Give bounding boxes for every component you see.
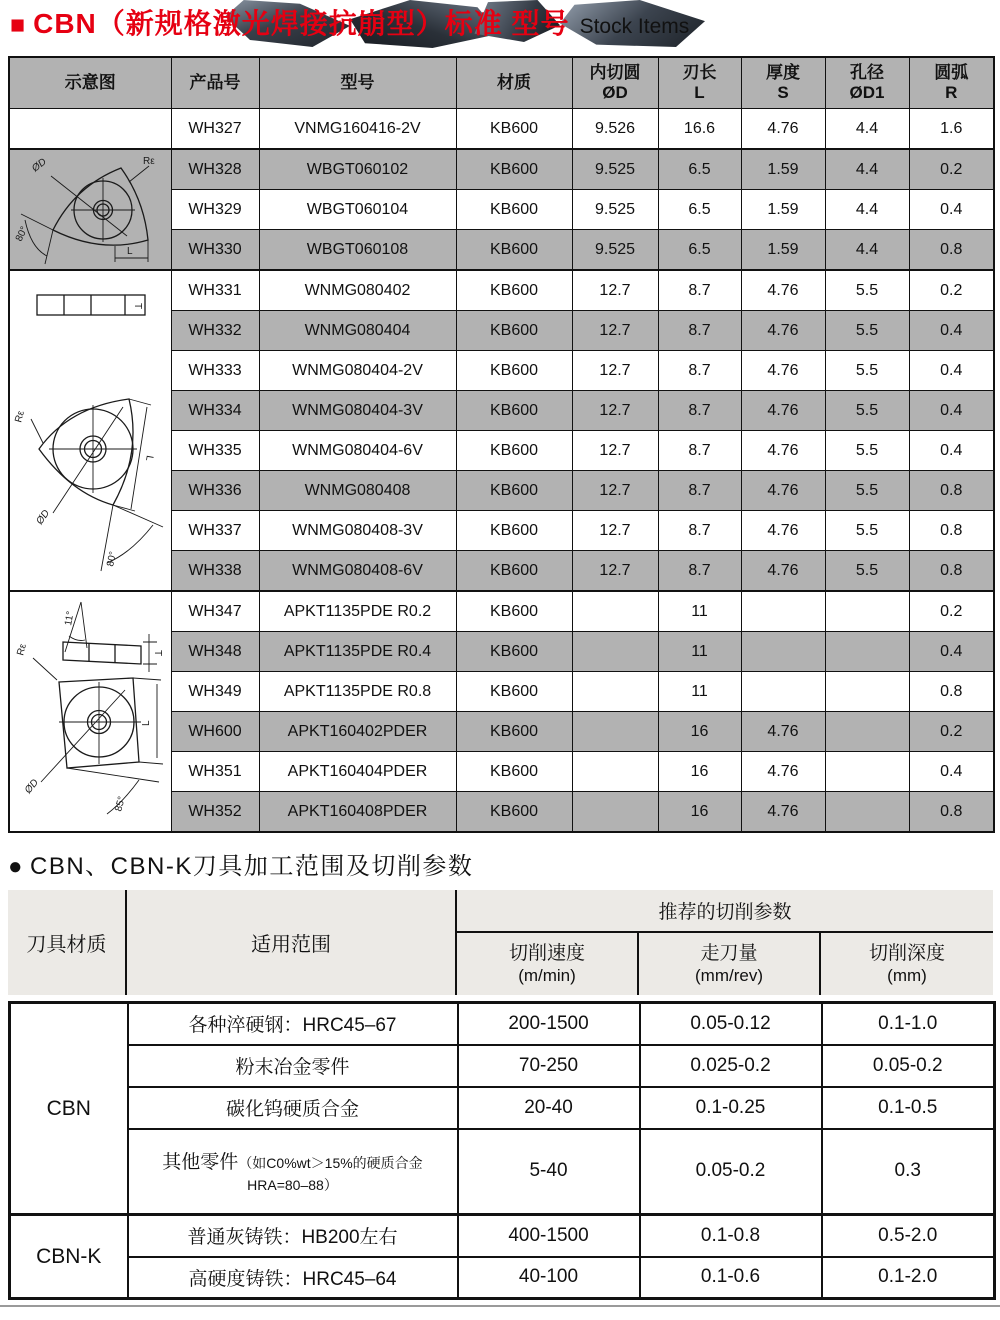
r-cell: 0.8 xyxy=(909,672,994,712)
cutting-speed-cell: 200-1500 xyxy=(458,1003,640,1045)
material-cell: KB600 xyxy=(456,471,572,511)
table-row xyxy=(10,1003,995,1045)
application-range-cell xyxy=(128,1003,458,1045)
column-header xyxy=(572,57,658,109)
header-depth-unit: (mm) xyxy=(887,966,927,986)
column-header-line1: 示意图 xyxy=(64,72,116,92)
s-cell xyxy=(741,672,825,712)
r-cell: 0.4 xyxy=(909,190,994,230)
r-cell: 0.2 xyxy=(909,712,994,752)
title-subtitle: Stock Items xyxy=(579,15,690,38)
material-cell: KB600 xyxy=(456,230,572,271)
s-cell: 4.76 xyxy=(741,109,825,150)
cutting-depth-cell: 0.5-2.0 xyxy=(822,1215,995,1257)
range-text: 各种淬硬钢：HRC45–67 xyxy=(188,1015,397,1037)
column-header xyxy=(741,57,825,109)
s-cell: 4.76 xyxy=(741,551,825,592)
column-header xyxy=(456,57,572,109)
feed-cell: 0.05-0.2 xyxy=(640,1129,822,1215)
feed-cell: 0.1-0.8 xyxy=(640,1215,822,1257)
s-cell: 4.76 xyxy=(741,792,825,833)
product-cell: WH329 xyxy=(171,190,259,230)
l-cell: 16.6 xyxy=(658,109,741,150)
material-cell: KB600 xyxy=(456,672,572,712)
header-cutting-speed-unit: (m/min) xyxy=(518,966,576,986)
header-row xyxy=(8,890,993,932)
l-cell: 16 xyxy=(658,752,741,792)
title-text: CBN（新规格激光焊接抗崩型）标准 型号 xyxy=(33,8,570,39)
product-cell: WH347 xyxy=(171,591,259,632)
product-cell: WH351 xyxy=(171,752,259,792)
l-cell: 8.7 xyxy=(658,311,741,351)
header-depth-label: 切削深度 xyxy=(868,942,945,964)
model-cell: WNMG080404-6V xyxy=(259,431,456,471)
range-text: 碳化钨硬质合金 xyxy=(225,1099,359,1120)
label-thickness: T xyxy=(132,302,144,309)
application-range-cell xyxy=(128,1129,458,1215)
l-cell: 11 xyxy=(658,672,741,712)
d-cell: 9.525 xyxy=(572,230,658,271)
l-cell: 8.7 xyxy=(658,511,741,551)
r-cell: 0.4 xyxy=(909,752,994,792)
feed-cell: 0.05-0.12 xyxy=(640,1003,822,1045)
d-cell xyxy=(572,792,658,833)
material-cell: KB600 xyxy=(456,190,572,230)
l-cell: 6.5 xyxy=(658,190,741,230)
l-cell: 16 xyxy=(658,792,741,833)
s-cell: 4.76 xyxy=(741,391,825,431)
range-text: 其他零件 xyxy=(162,1151,239,1173)
material-cell: KB600 xyxy=(456,149,572,190)
header-tool-material: 刀具材质 xyxy=(8,890,126,995)
label-edge-length: L xyxy=(141,719,153,726)
l-cell: 8.7 xyxy=(658,391,741,431)
column-header-line1: 刃长 xyxy=(682,62,717,82)
section2-title xyxy=(8,846,1000,881)
r-cell: 0.2 xyxy=(909,149,994,190)
s-cell: 1.59 xyxy=(741,190,825,230)
cutting-speed-cell: 5-40 xyxy=(458,1129,640,1215)
s-cell: 4.76 xyxy=(741,431,825,471)
d-cell: 9.526 xyxy=(572,109,658,150)
column-header-line1: 内切圆 xyxy=(589,62,641,82)
model-cell: WNMG080402 xyxy=(259,270,456,311)
application-range-cell xyxy=(128,1045,458,1087)
column-header-line1: 圆弧 xyxy=(934,62,969,82)
wbgt-insert-diagram-cell xyxy=(9,149,171,270)
application-range-cell xyxy=(128,1215,458,1257)
column-header xyxy=(171,57,259,109)
label-angle: 85° xyxy=(113,794,129,813)
d1-cell xyxy=(825,591,909,632)
column-header xyxy=(658,57,741,109)
s-cell xyxy=(741,591,825,632)
d1-cell: 5.5 xyxy=(825,511,909,551)
column-header-line2: R xyxy=(945,83,958,102)
product-cell: WH331 xyxy=(171,270,259,311)
d-cell: 12.7 xyxy=(572,551,658,592)
stock-items-table xyxy=(8,56,995,833)
d1-cell: 5.5 xyxy=(825,270,909,311)
d1-cell: 4.4 xyxy=(825,230,909,271)
column-header-line1: 材质 xyxy=(497,72,531,92)
product-cell: WH334 xyxy=(171,391,259,431)
d-cell: 9.525 xyxy=(572,149,658,190)
cutting-speed-cell: 40-100 xyxy=(458,1257,640,1299)
table-row xyxy=(10,1129,995,1215)
d1-cell: 4.4 xyxy=(825,190,909,230)
d1-cell: 5.5 xyxy=(825,471,909,511)
model-cell: VNMG160416-2V xyxy=(259,109,456,150)
feed-cell: 0.025-0.2 xyxy=(640,1045,822,1087)
l-cell: 6.5 xyxy=(658,149,741,190)
d-cell: 9.525 xyxy=(572,190,658,230)
apkt-insert-diagram-cell xyxy=(9,591,171,832)
wbgt-insert-diagram xyxy=(11,152,169,268)
s-cell: 4.76 xyxy=(741,511,825,551)
material-cell: KB600 xyxy=(456,109,572,150)
page-header xyxy=(0,0,1000,50)
label-angle: 80° xyxy=(14,224,31,243)
r-cell: 0.2 xyxy=(909,591,994,632)
r-cell: 0.2 xyxy=(909,270,994,311)
product-cell: WH336 xyxy=(171,471,259,511)
d-cell: 12.7 xyxy=(572,270,658,311)
cutting-speed-cell: 70-250 xyxy=(458,1045,640,1087)
material-cell: KB600 xyxy=(456,311,572,351)
label-edge-length: L xyxy=(127,245,133,257)
r-cell: 1.6 xyxy=(909,109,994,150)
label-corner-radius: Rε xyxy=(15,642,30,657)
cutting-speed-cell: 400-1500 xyxy=(458,1215,640,1257)
cutting-depth-cell: 0.1-0.5 xyxy=(822,1087,995,1129)
header-row xyxy=(9,57,994,109)
column-header-line2: ØD1 xyxy=(849,83,885,102)
model-cell: APKT160402PDER xyxy=(259,712,456,752)
material-cell: KB600 xyxy=(456,391,572,431)
header-feed-unit: (mm/rev) xyxy=(695,966,763,986)
range-note: （如C0%wt＞15%的硬质合金HRA=80–88） xyxy=(238,1154,423,1193)
d-cell: 12.7 xyxy=(572,311,658,351)
material-cell: KB600 xyxy=(456,551,572,592)
l-cell: 16 xyxy=(658,712,741,752)
column-header xyxy=(909,57,994,109)
feed-cell: 0.1-0.6 xyxy=(640,1257,822,1299)
label-corner-radius: Rε xyxy=(143,155,155,167)
table-row xyxy=(9,149,994,190)
model-cell: APKT1135PDE R0.8 xyxy=(259,672,456,712)
material-cell: KB600 xyxy=(456,712,572,752)
material-cell: KB600 xyxy=(456,431,572,471)
d1-cell: 4.4 xyxy=(825,149,909,190)
d-cell: 12.7 xyxy=(572,351,658,391)
model-cell: WNMG080408-6V xyxy=(259,551,456,592)
stock-table-header xyxy=(9,57,994,109)
header-cutting-speed-label: 切削速度 xyxy=(508,942,585,964)
r-cell: 0.4 xyxy=(909,351,994,391)
l-cell: 8.7 xyxy=(658,351,741,391)
column-header-line2: ØD xyxy=(602,83,628,102)
r-cell: 0.8 xyxy=(909,792,994,833)
s-cell: 1.59 xyxy=(741,230,825,271)
model-cell: WBGT060102 xyxy=(259,149,456,190)
d1-cell: 5.5 xyxy=(825,551,909,592)
column-header-line2: L xyxy=(694,83,705,102)
product-cell: WH333 xyxy=(171,351,259,391)
label-thickness: T xyxy=(152,649,164,656)
section2-text: CBN、CBN-K刀具加工范围及切削参数 xyxy=(30,853,474,880)
cutting-speed-cell: 20-40 xyxy=(458,1087,640,1129)
d1-cell xyxy=(825,632,909,672)
d-cell xyxy=(572,672,658,712)
model-cell: WNMG080404 xyxy=(259,311,456,351)
r-cell: 0.4 xyxy=(909,431,994,471)
s-cell: 4.76 xyxy=(741,471,825,511)
d-cell xyxy=(572,752,658,792)
r-cell: 0.8 xyxy=(909,551,994,592)
model-cell: APKT160404PDER xyxy=(259,752,456,792)
cutting-depth-cell: 0.05-0.2 xyxy=(822,1045,995,1087)
model-cell: WBGT060108 xyxy=(259,230,456,271)
model-cell: APKT1135PDE R0.4 xyxy=(259,632,456,672)
product-cell: WH337 xyxy=(171,511,259,551)
product-cell: WH349 xyxy=(171,672,259,712)
material-cell: KB600 xyxy=(456,351,572,391)
r-cell: 0.4 xyxy=(909,311,994,351)
d-cell: 12.7 xyxy=(572,391,658,431)
column-header xyxy=(825,57,909,109)
table-row xyxy=(10,1087,995,1129)
tool-material-cell: CBN xyxy=(10,1003,128,1215)
table-row xyxy=(10,1215,995,1257)
range-text: 普通灰铸铁：HB200左右 xyxy=(187,1227,398,1249)
material-cell: KB600 xyxy=(456,792,572,833)
title-square-icon: ■ xyxy=(10,11,26,39)
product-cell: WH338 xyxy=(171,551,259,592)
table-row xyxy=(9,270,994,311)
s-cell: 4.76 xyxy=(741,351,825,391)
cutting-depth-cell: 0.3 xyxy=(822,1129,995,1215)
column-header-line1: 型号 xyxy=(340,72,375,92)
d-cell: 12.7 xyxy=(572,431,658,471)
product-cell: WH335 xyxy=(171,431,259,471)
material-cell: KB600 xyxy=(456,632,572,672)
product-cell: WH600 xyxy=(171,712,259,752)
model-cell: APKT1135PDE R0.2 xyxy=(259,591,456,632)
cutting-params-header xyxy=(8,890,993,995)
d1-cell xyxy=(825,752,909,792)
r-cell: 0.8 xyxy=(909,230,994,271)
header-application-range: 适用范围 xyxy=(126,890,456,995)
label-edge-length: L xyxy=(143,453,156,462)
product-cell: WH348 xyxy=(171,632,259,672)
column-header-line2: S xyxy=(777,83,789,102)
d-cell xyxy=(572,712,658,752)
column-header-line1: 产品号 xyxy=(189,72,241,92)
label-inscribed-circle: ØD xyxy=(23,776,42,796)
model-cell: WNMG080404-2V xyxy=(259,351,456,391)
material-cell: KB600 xyxy=(456,752,572,792)
stock-table-body xyxy=(9,109,994,833)
d1-cell xyxy=(825,712,909,752)
apkt-insert-diagram xyxy=(11,594,169,830)
s-cell: 1.59 xyxy=(741,149,825,190)
d-cell xyxy=(572,591,658,632)
table-row xyxy=(9,109,994,150)
feed-cell: 0.1-0.25 xyxy=(640,1087,822,1129)
table-row xyxy=(9,591,994,632)
r-cell: 0.4 xyxy=(909,391,994,431)
l-cell: 6.5 xyxy=(658,230,741,271)
r-cell: 0.8 xyxy=(909,471,994,511)
column-header xyxy=(259,57,456,109)
model-cell: WNMG080408 xyxy=(259,471,456,511)
s-cell: 4.76 xyxy=(741,270,825,311)
tool-material-cell: CBN-K xyxy=(10,1215,128,1299)
l-cell: 8.7 xyxy=(658,431,741,471)
cutting-params-body xyxy=(10,1003,995,1299)
d-cell: 12.7 xyxy=(572,471,658,511)
d1-cell: 5.5 xyxy=(825,311,909,351)
page-title xyxy=(0,0,1000,40)
s-cell xyxy=(741,632,825,672)
cutting-depth-cell: 0.1-1.0 xyxy=(822,1003,995,1045)
cutting-depth-cell: 0.1-2.0 xyxy=(822,1257,995,1299)
l-cell: 11 xyxy=(658,632,741,672)
d1-cell: 5.5 xyxy=(825,391,909,431)
application-range-cell xyxy=(128,1087,458,1129)
label-corner-radius: Rε xyxy=(13,409,28,424)
range-text: 粉末冶金零件 xyxy=(235,1057,350,1078)
header-feed-label: 走刀量 xyxy=(700,942,758,964)
d1-cell: 5.5 xyxy=(825,351,909,391)
d-cell: 12.7 xyxy=(572,511,658,551)
wnmg-insert-diagram-cell xyxy=(9,270,171,591)
product-cell: WH352 xyxy=(171,792,259,833)
diagram-cell-empty xyxy=(9,109,171,150)
section2-bullet-icon: ● xyxy=(8,853,24,880)
product-cell: WH327 xyxy=(171,109,259,150)
cutting-params-table xyxy=(8,1001,996,1300)
product-cell: WH330 xyxy=(171,230,259,271)
bottom-rule xyxy=(0,1305,1000,1307)
s-cell: 4.76 xyxy=(741,311,825,351)
l-cell: 8.7 xyxy=(658,270,741,311)
product-cell: WH332 xyxy=(171,311,259,351)
wnmg-insert-diagram xyxy=(11,273,169,589)
l-cell: 8.7 xyxy=(658,551,741,592)
header-depth xyxy=(820,932,993,995)
label-inscribed-circle: ØD xyxy=(34,507,53,527)
d-cell xyxy=(572,632,658,672)
label-inscribed-circle: ØD xyxy=(30,155,49,174)
label-clearance-angle: 11° xyxy=(63,609,77,627)
model-cell: WNMG080404-3V xyxy=(259,391,456,431)
d1-cell xyxy=(825,672,909,712)
product-cell: WH328 xyxy=(171,149,259,190)
s-cell: 4.76 xyxy=(741,752,825,792)
column-header-line1: 孔径 xyxy=(850,62,884,82)
table-row xyxy=(10,1257,995,1299)
application-range-cell xyxy=(128,1257,458,1299)
d1-cell: 4.4 xyxy=(825,109,909,150)
d1-cell xyxy=(825,792,909,833)
column-header-line1: 厚度 xyxy=(766,62,800,82)
column-header xyxy=(9,57,171,109)
header-feed xyxy=(638,932,820,995)
material-cell: KB600 xyxy=(456,591,572,632)
material-cell: KB600 xyxy=(456,511,572,551)
label-angle: 80° xyxy=(105,550,120,568)
header-recommended-params: 推荐的切削参数 xyxy=(456,890,993,932)
material-cell: KB600 xyxy=(456,270,572,311)
header-cutting-speed xyxy=(456,932,638,995)
range-text: 高硬度铸铁：HRC45–64 xyxy=(188,1268,397,1290)
r-cell: 0.4 xyxy=(909,632,994,672)
table-row xyxy=(10,1045,995,1087)
l-cell: 11 xyxy=(658,591,741,632)
r-cell: 0.8 xyxy=(909,511,994,551)
model-cell: APKT160408PDER xyxy=(259,792,456,833)
d1-cell: 5.5 xyxy=(825,431,909,471)
model-cell: WNMG080408-3V xyxy=(259,511,456,551)
s-cell: 4.76 xyxy=(741,712,825,752)
model-cell: WBGT060104 xyxy=(259,190,456,230)
l-cell: 8.7 xyxy=(658,471,741,511)
